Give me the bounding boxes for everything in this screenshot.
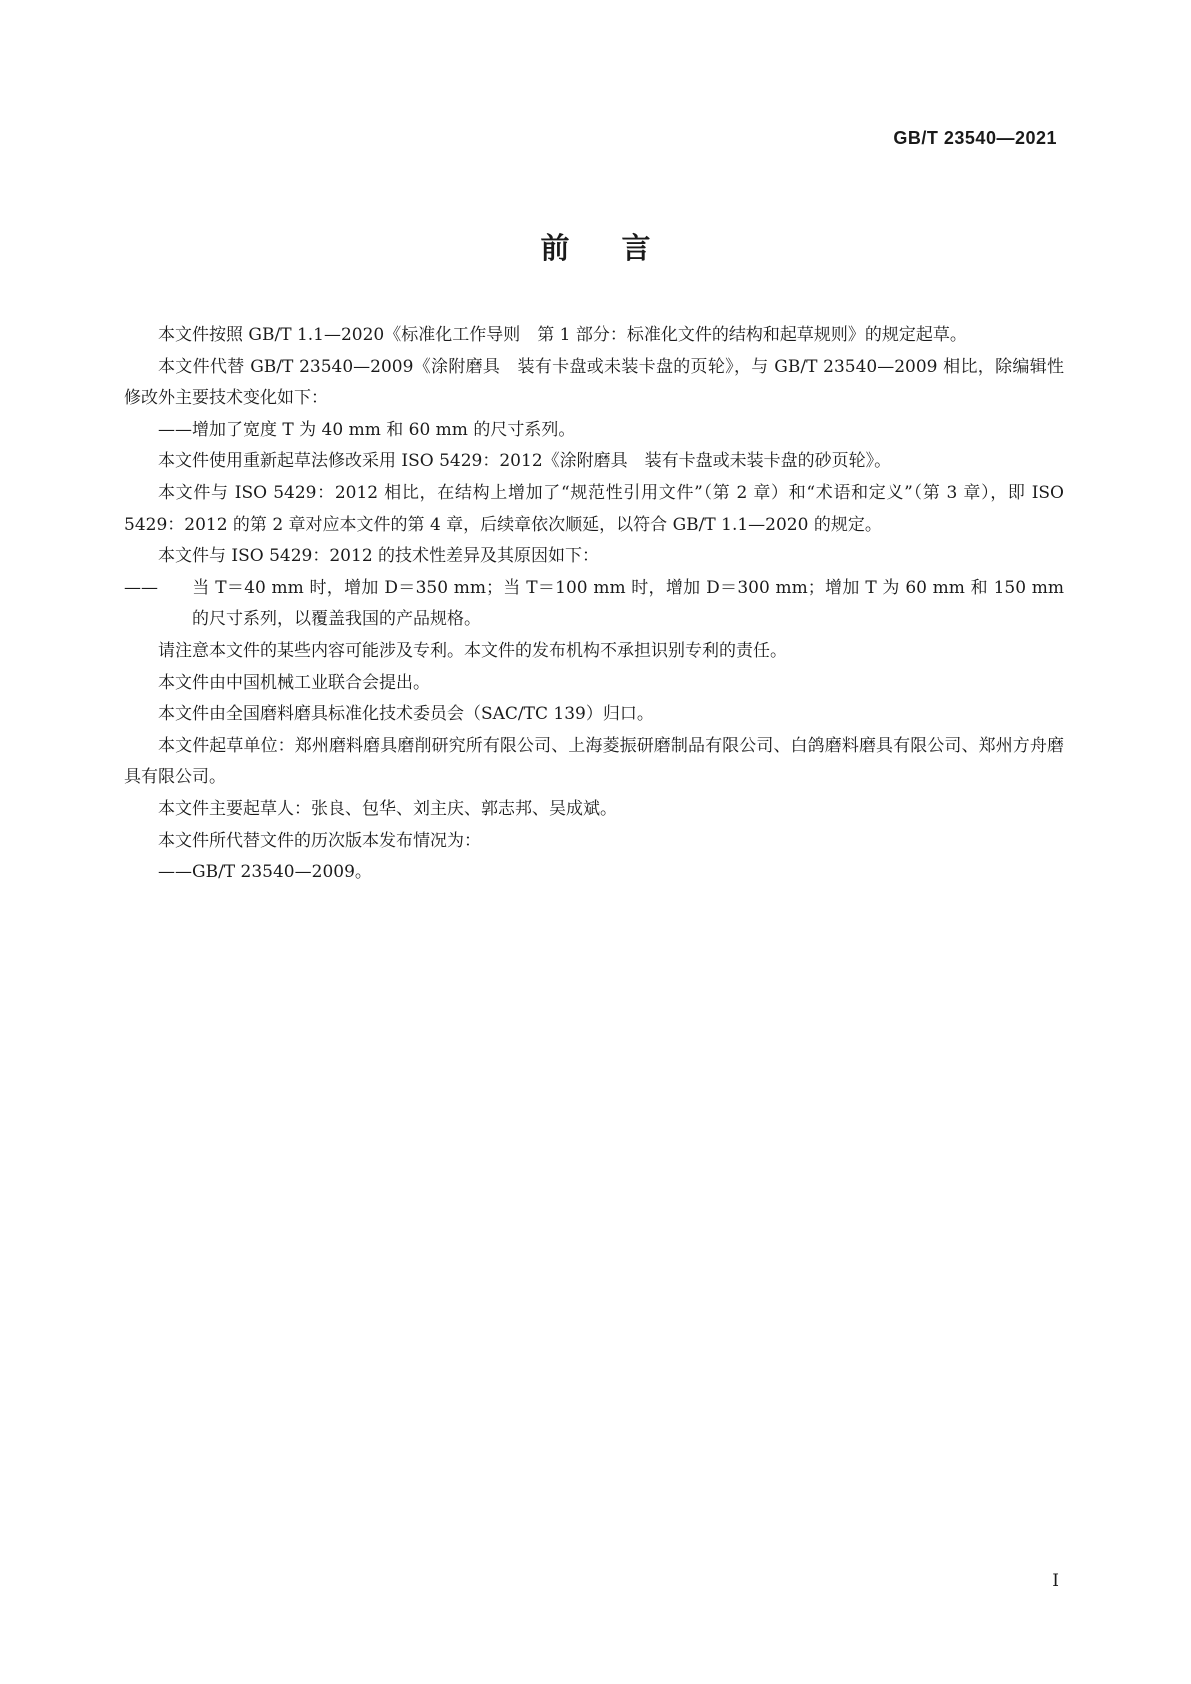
standard-code: GB/T 23540—2021 [893, 128, 1057, 148]
paragraph-adoption: 本文件使用重新起草法修改采用 ISO 5429：2012《涂附磨具 装有卡盘或未装卡盘的砂页轮》。 [158, 451, 892, 472]
foreword-body [124, 320, 1064, 889]
paragraph-replaces: 本文件代替 GB/T 23540—2009《涂附磨具 装有卡盘或未装卡盘的页轮》，与 GB/T 23540—2009 相比，除编辑性修改外主要技术变化如下： [124, 356, 1064, 409]
list-item-change [124, 415, 1064, 447]
list-item-text: 当 T＝40 mm 时，增加 D＝350 mm；当 T＝100 mm 时，增加 D＝300 mm；增加 T 为 60 mm 和 150 mm 的尺寸系列，以覆盖我国的产品规格。 [192, 577, 1064, 630]
paragraph-patent: 请注意本文件的某些内容可能涉及专利。本文件的发布机构不承担识别专利的责任。 [158, 640, 787, 661]
paragraph-drafting-rules: 本文件按照 GB/T 1.1—2020《标准化工作导则 第 1 部分：标准化文件的结构和起草规则》的规定起草。 [158, 325, 967, 345]
dash-marker: —— [124, 577, 158, 598]
list-item-history [124, 857, 1064, 889]
paragraph-history: 本文件所代替文件的历次版本发布情况为： [158, 830, 481, 851]
paragraph-proposer: 本文件由中国机械工业联合会提出。 [158, 672, 430, 693]
paragraph-drafting-units: 本文件起草单位：郑州磨料磨具磨削研究所有限公司、上海菱振研磨制品有限公司、白鸽磨料磨具有限公司、郑州方舟磨具有限公司。 [124, 735, 1064, 788]
page-number: I [1052, 1571, 1059, 1591]
paragraph-structure: 本文件与 ISO 5429：2012 相比，在结构上增加了“规范性引用文件”（第 2 章）和“术语和定义”（第 3 章），即 ISO 5429：2012 的第 2 章对应本文件的第 4 章，后续章依次顺延，以符合 GB/T 1.1—2020 的规定。 [124, 482, 1064, 535]
list-item-difference [124, 573, 1064, 636]
paragraph-differences: 本文件与 ISO 5429：2012 的技术性差异及其原因如下： [158, 546, 600, 567]
paragraph-committee: 本文件由全国磨料磨具标准化技术委员会（SAC/TC 139）归口。 [158, 704, 654, 725]
dash-marker: —— [158, 862, 192, 883]
list-item-text: GB/T 23540—2009。 [192, 862, 372, 883]
dash-marker: —— [158, 419, 192, 440]
paragraph-drafters: 本文件主要起草人：张良、包华、刘主庆、郭志邦、吴成斌。 [158, 798, 617, 819]
list-item-text: 增加了宽度 T 为 40 mm 和 60 mm 的尺寸系列。 [192, 419, 576, 440]
page-title: 前言 [540, 231, 703, 265]
